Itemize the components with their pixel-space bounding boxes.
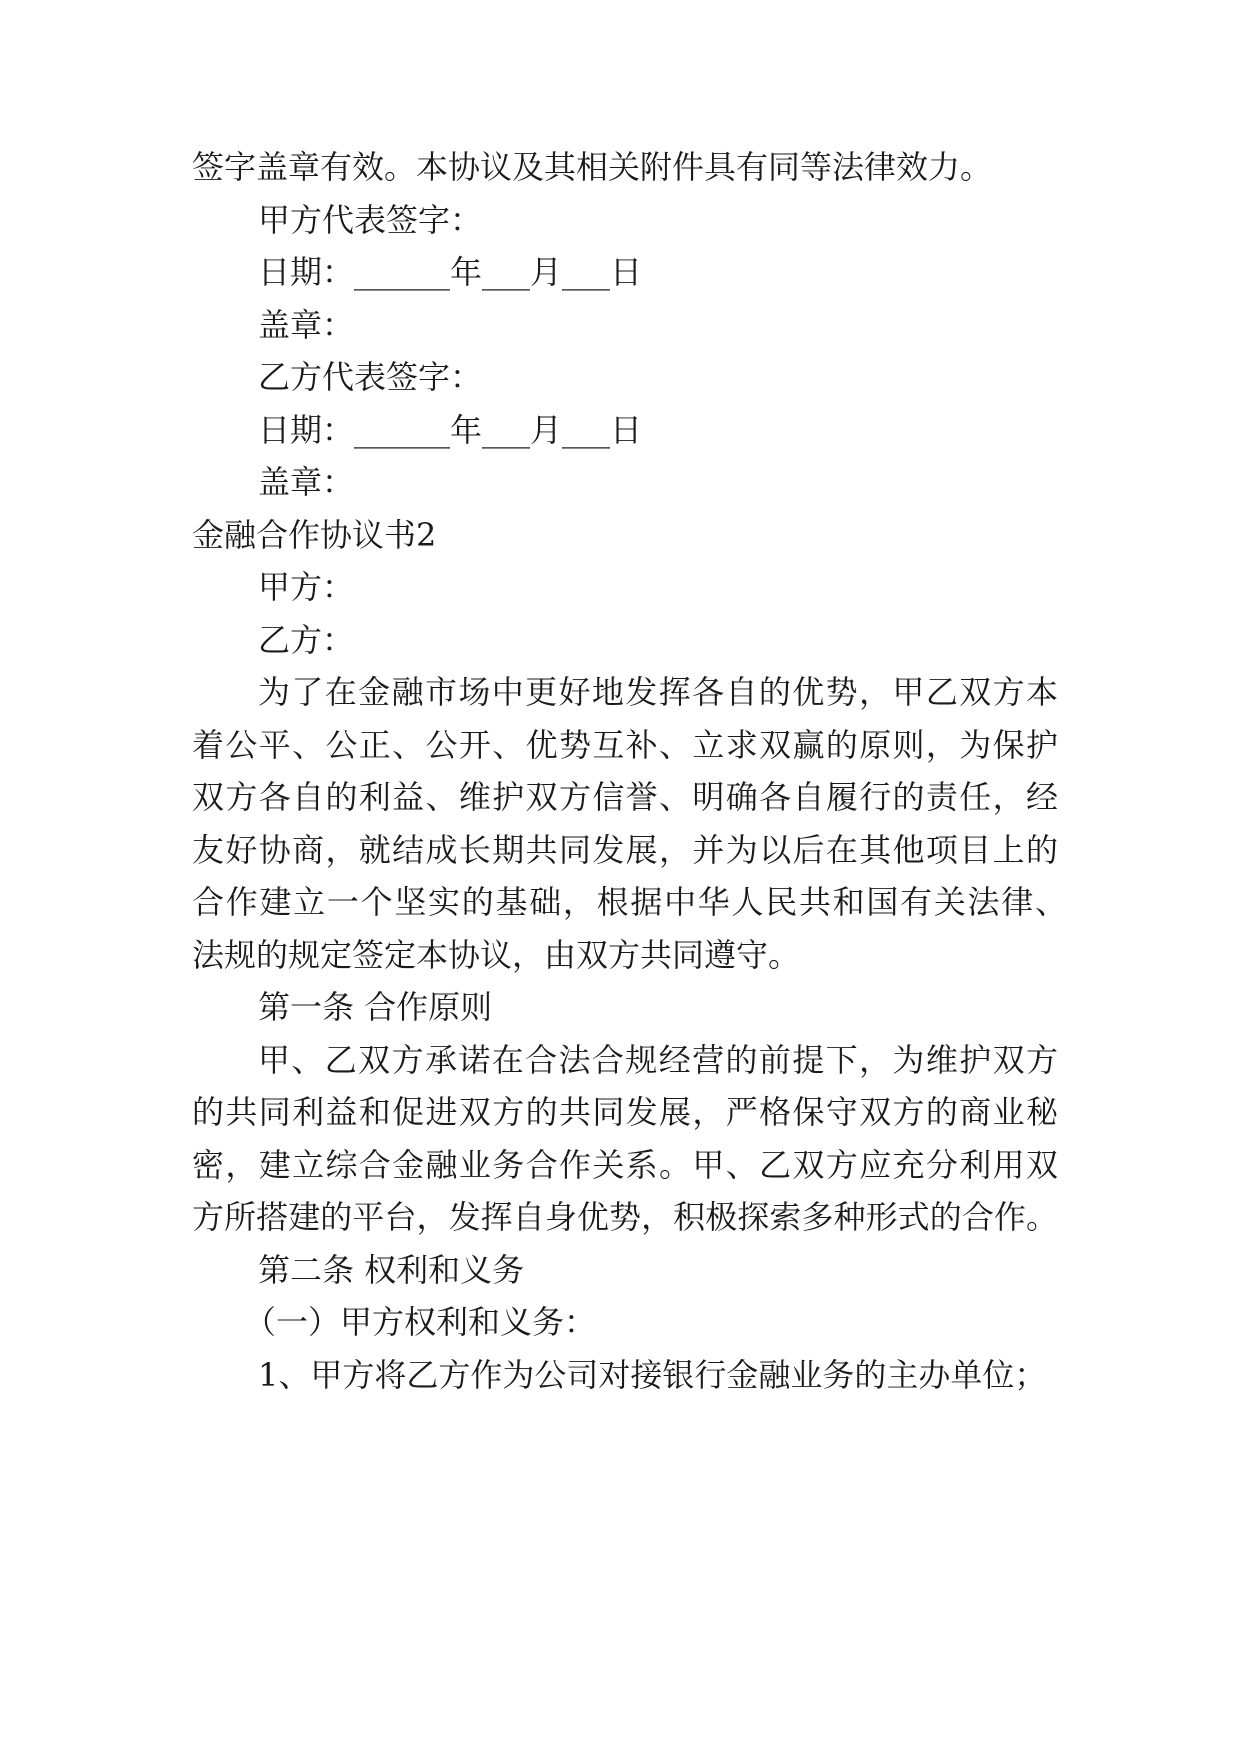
- section-heading: （一）甲方权利和义务：: [244, 1303, 597, 1341]
- paragraph-line: 法规的规定签定本协议，由双方共同遵守。: [192, 936, 801, 974]
- document-title: 金融合作协议书2: [192, 516, 437, 554]
- list-item: 1、甲方将乙方作为公司对接银行金融业务的主办单位；: [258, 1356, 1047, 1394]
- paragraph-line: 方所搭建的平台，发挥自身优势，积极探索多种形式的合作。: [192, 1198, 1058, 1236]
- article-heading: 第二条 权利和义务: [258, 1251, 525, 1289]
- date-line: 日期：______年___月___日: [258, 411, 643, 449]
- paragraph-line: 密，建立综合金融业务合作关系。甲、乙双方应充分利用双: [192, 1146, 1058, 1184]
- paragraph-line: 为了在金融市场中更好地发挥各自的优势，甲乙双方本: [258, 673, 1058, 711]
- party-b-signature-label: 乙方代表签字：: [258, 358, 483, 396]
- text-line: 签字盖章有效。本协议及其相关附件具有同等法律效力。: [192, 148, 993, 186]
- paragraph-line: 的共同利益和促进双方的共同发展，严格保守双方的商业秘: [192, 1093, 1058, 1131]
- party-b-label: 乙方：: [258, 621, 355, 659]
- paragraph-line: 友好协商，就结成长期共同发展，并为以后在其他项目上的: [192, 831, 1058, 869]
- paragraph-line: 合作建立一个坚实的基础，根据中华人民共和国有关法律、: [192, 883, 1067, 921]
- paragraph-line: 着公平、公正、公开、优势互补、立求双赢的原则，为保护: [192, 726, 1058, 764]
- date-line: 日期：______年___月___日: [258, 253, 643, 291]
- party-a-label: 甲方：: [258, 568, 355, 606]
- paragraph-line: 甲、乙双方承诺在合法合规经营的前提下，为维护双方: [258, 1041, 1058, 1079]
- party-a-signature-label: 甲方代表签字：: [258, 201, 483, 239]
- seal-label: 盖章：: [258, 306, 355, 344]
- article-heading: 第一条 合作原则: [258, 988, 493, 1026]
- seal-label: 盖章：: [258, 463, 355, 501]
- paragraph-line: 双方各自的利益、维护双方信誉、明确各自履行的责任，经: [192, 778, 1058, 816]
